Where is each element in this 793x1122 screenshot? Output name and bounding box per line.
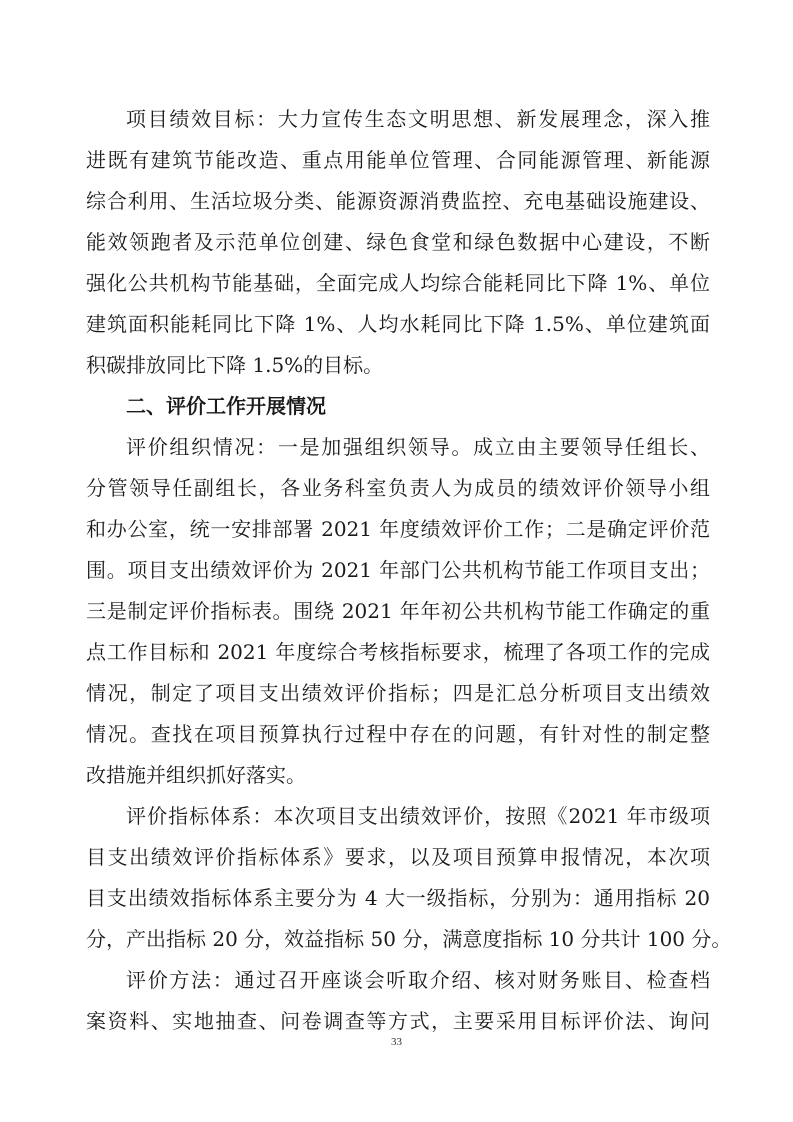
paragraph-line: 点工作目标和 2021 年度综合考核指标要求，梳理了各项工作的完成 bbox=[86, 640, 710, 664]
paragraph-line: 综合利用、生活垃圾分类、能源资源消费监控、充电基础设施建设、 bbox=[86, 189, 710, 213]
paragraph-line: 目支出绩效指标体系主要分为 4 大一级指标，分别为：通用指标 20 bbox=[86, 886, 710, 910]
paragraph-line: 项目绩效目标：大力宣传生态文明思想、新发展理念，深入推 bbox=[126, 107, 710, 131]
paragraph-line: 积碳排放同比下降 1.5%的目标。 bbox=[86, 353, 384, 377]
paragraph-line: 目支出绩效评价指标体系》要求，以及项目预算申报情况，本次项 bbox=[86, 845, 710, 869]
paragraph-line: 评价组织情况：一是加强组织领导。成立由主要领导任组长、 bbox=[126, 435, 710, 459]
paragraph-line: 情况，制定了项目支出绩效评价指标；四是汇总分析项目支出绩效 bbox=[86, 681, 710, 705]
paragraph-line: 建筑面积能耗同比下降 1%、人均水耗同比下降 1.5%、单位建筑面 bbox=[86, 312, 710, 336]
paragraph-line: 分，产出指标 20 分，效益指标 50 分，满意度指标 10 分共计 100 分。 bbox=[86, 927, 732, 951]
paragraph-line: 分管领导任副组长，各业务科室负责人为成员的绩效评价领导小组 bbox=[86, 476, 710, 500]
paragraph-line: 案资料、实地抽查、问卷调查等方式，主要采用目标评价法、询问 bbox=[86, 1009, 710, 1033]
paragraph-line: 进既有建筑节能改造、重点用能单位管理、合同能源管理、新能源 bbox=[86, 148, 710, 172]
paragraph-line: 改措施并组织抓好落实。 bbox=[86, 763, 306, 787]
paragraph-line: 三是制定评价指标表。围绕 2021 年年初公共机构节能工作确定的重 bbox=[86, 599, 710, 623]
section-heading: 二、评价工作开展情况 bbox=[126, 394, 326, 418]
paragraph-line: 和办公室，统一安排部署 2021 年度绩效评价工作；二是确定评价范 bbox=[86, 517, 710, 541]
paragraph-line: 评价方法：通过召开座谈会听取介绍、核对财务账目、检查档 bbox=[126, 968, 710, 992]
paragraph-line: 能效领跑者及示范单位创建、绿色食堂和绿色数据中心建设，不断 bbox=[86, 230, 710, 254]
paragraph-line: 围。项目支出绩效评价为 2021 年部门公共机构节能工作项目支出； bbox=[86, 558, 710, 582]
paragraph-line: 评价指标体系：本次项目支出绩效评价，按照《2021 年市级项 bbox=[126, 804, 710, 828]
paragraph-line: 强化公共机构节能基础，全面完成人均综合能耗同比下降 1%、单位 bbox=[86, 271, 710, 295]
page-number: 33 bbox=[391, 1036, 402, 1048]
paragraph-line: 情况。查找在项目预算执行过程中存在的问题，有针对性的制定整 bbox=[86, 722, 710, 746]
